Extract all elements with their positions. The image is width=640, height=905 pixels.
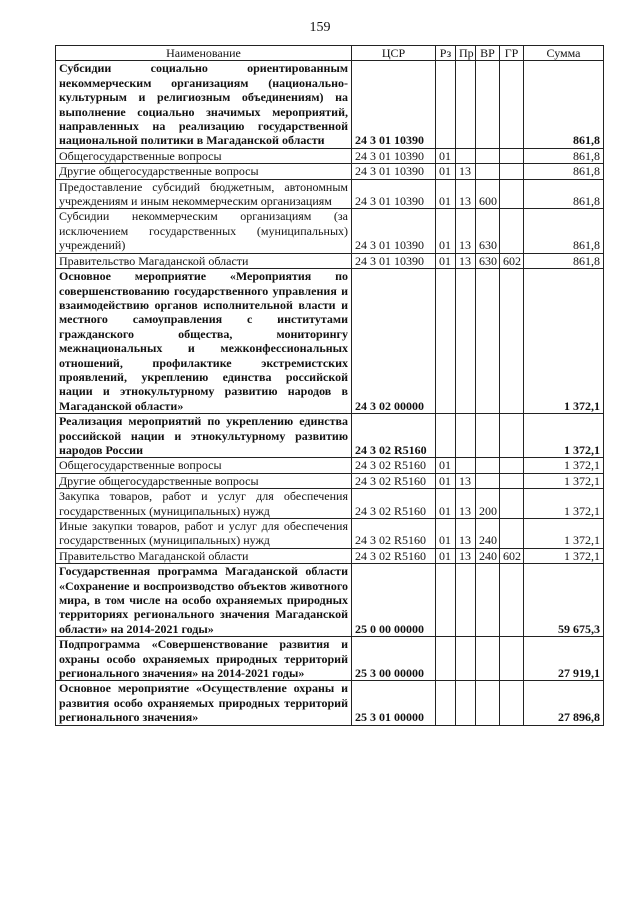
cell-name: Реализация мероприятий по укреплению единства российской нации и этнокультурному развитию народов России [56,414,352,458]
cell-sum: 861,8 [524,61,604,148]
cell-name: Закупка товаров, работ и услуг для обеспечения государственных (муниципальных) нужд [56,489,352,519]
cell-rz: 01 [436,179,456,209]
cell-pr: 13 [456,209,476,253]
table-row [56,681,604,725]
cell-csr: 24 3 02 R5160 [352,519,436,549]
cell-pr: 13 [456,548,476,563]
table-header-row [56,46,604,61]
cell-csr: 24 3 02 00000 [352,269,436,414]
cell-vr: 630 [476,253,500,268]
cell-vr [476,148,500,163]
cell-name: Субсидии социально ориентированным некоммерческим организациям (национально-культурным и религиозным объединениям) на выполнение социально значимых мероприятий, направленных на реализацию государственной национальной политики в Магаданской области [56,61,352,148]
cell-vr: 200 [476,489,500,519]
header-pr: Пр [456,46,476,61]
table-row [56,414,604,458]
cell-pr [456,61,476,148]
cell-vr [476,564,500,637]
cell-gr [500,681,524,725]
table-row [56,637,604,681]
cell-pr [456,269,476,414]
cell-pr: 13 [456,179,476,209]
cell-sum: 861,8 [524,164,604,179]
cell-gr [500,489,524,519]
cell-name: Основное мероприятие «Мероприятия по совершенствованию государственного управления и взаимодействию органов исполнительной власти и местного самоуправления с институтами гражданского общества, мониторингу межнациональных и межконфессиональных отношений, профилактике экстремистских проявлений, укреплению единства российской нации и этнокультурному развитию народов в Магаданской области» [56,269,352,414]
header-csr: ЦСР [352,46,436,61]
cell-sum: 1 372,1 [524,489,604,519]
cell-name: Предоставление субсидий бюджетным, автономным учреждениям и иным некоммерческим организациям [56,179,352,209]
table-row [56,269,604,414]
cell-vr [476,269,500,414]
cell-gr [500,61,524,148]
table-row [56,519,604,549]
cell-sum: 1 372,1 [524,269,604,414]
table-body [56,61,604,725]
cell-pr: 13 [456,473,476,488]
cell-rz [436,269,456,414]
cell-rz: 01 [436,548,456,563]
cell-gr [500,564,524,637]
table-row [56,489,604,519]
cell-rz [436,61,456,148]
header-name: Наименование [56,46,352,61]
cell-sum: 1 372,1 [524,414,604,458]
cell-vr: 240 [476,519,500,549]
cell-vr: 630 [476,209,500,253]
table-row [56,458,604,473]
cell-csr: 24 3 02 R5160 [352,489,436,519]
cell-csr: 24 3 02 R5160 [352,548,436,563]
cell-sum: 27 919,1 [524,637,604,681]
header-rz: Рз [436,46,456,61]
cell-csr: 24 3 02 R5160 [352,473,436,488]
table-row [56,564,604,637]
cell-name: Иные закупки товаров, работ и услуг для обеспечения государственных (муниципальных) нужд [56,519,352,549]
budget-table [55,45,604,726]
table-row [56,179,604,209]
cell-vr [476,164,500,179]
cell-rz: 01 [436,164,456,179]
cell-sum: 1 372,1 [524,458,604,473]
cell-rz: 01 [436,458,456,473]
cell-sum: 861,8 [524,148,604,163]
cell-csr: 25 3 00 00000 [352,637,436,681]
cell-pr: 13 [456,489,476,519]
cell-pr: 13 [456,519,476,549]
cell-csr: 24 3 01 10390 [352,61,436,148]
cell-csr: 24 3 01 10390 [352,209,436,253]
cell-sum: 27 896,8 [524,681,604,725]
cell-gr: 602 [500,548,524,563]
cell-csr: 24 3 01 10390 [352,253,436,268]
cell-gr [500,458,524,473]
cell-csr: 25 3 01 00000 [352,681,436,725]
cell-sum: 861,8 [524,179,604,209]
cell-name: Основное мероприятие «Осуществление охраны и развития особо охраняемых природных территорий регионального значения» [56,681,352,725]
cell-csr: 24 3 01 10390 [352,179,436,209]
cell-rz: 01 [436,209,456,253]
cell-rz: 01 [436,148,456,163]
cell-pr: 13 [456,253,476,268]
cell-pr [456,564,476,637]
cell-name: Общегосударственные вопросы [56,458,352,473]
cell-name: Субсидии некоммерческим организациям (за исключением государственных (муниципальных) учреждений) [56,209,352,253]
cell-sum: 1 372,1 [524,519,604,549]
table-row [56,209,604,253]
cell-vr [476,473,500,488]
cell-rz [436,414,456,458]
cell-gr [500,414,524,458]
cell-sum: 1 372,1 [524,473,604,488]
header-gr: ГР [500,46,524,61]
cell-vr [476,458,500,473]
cell-gr [500,637,524,681]
cell-csr: 24 3 02 R5160 [352,414,436,458]
cell-csr: 25 0 00 00000 [352,564,436,637]
cell-rz [436,564,456,637]
cell-pr [456,414,476,458]
page-number: 159 [309,20,331,35]
cell-rz: 01 [436,489,456,519]
cell-csr: 24 3 01 10390 [352,148,436,163]
table-row [56,548,604,563]
table-row [56,253,604,268]
cell-gr [500,269,524,414]
header-sum: Сумма [524,46,604,61]
cell-csr: 24 3 02 R5160 [352,458,436,473]
cell-gr: 602 [500,253,524,268]
cell-gr [500,164,524,179]
cell-rz [436,637,456,681]
cell-gr [500,209,524,253]
cell-vr [476,637,500,681]
cell-gr [500,473,524,488]
cell-vr [476,681,500,725]
cell-sum: 861,8 [524,253,604,268]
cell-vr [476,61,500,148]
table-row [56,61,604,148]
table-row [56,148,604,163]
cell-pr [456,148,476,163]
cell-rz: 01 [436,519,456,549]
cell-sum: 861,8 [524,209,604,253]
table-row [56,473,604,488]
cell-name: Другие общегосударственные вопросы [56,164,352,179]
cell-pr [456,458,476,473]
cell-name: Другие общегосударственные вопросы [56,473,352,488]
cell-name: Подпрограмма «Совершенствование развития и охраны особо охраняемых природных территорий регионального значения» на 2014-2021 годы» [56,637,352,681]
cell-rz: 01 [436,473,456,488]
cell-rz: 01 [436,253,456,268]
cell-pr [456,637,476,681]
cell-name: Правительство Магаданской области [56,253,352,268]
cell-gr [500,148,524,163]
cell-gr [500,519,524,549]
cell-vr: 240 [476,548,500,563]
cell-name: Государственная программа Магаданской области «Сохранение и воспроизводство объектов животного мира, в том числе на особо охраняемых природных территориях регионального значения Магаданской области» на 2014-2021 годы» [56,564,352,637]
cell-sum: 1 372,1 [524,548,604,563]
header-vr: ВР [476,46,500,61]
cell-vr [476,414,500,458]
cell-name: Общегосударственные вопросы [56,148,352,163]
cell-csr: 24 3 01 10390 [352,164,436,179]
cell-vr: 600 [476,179,500,209]
cell-rz [436,681,456,725]
table-row [56,164,604,179]
cell-pr: 13 [456,164,476,179]
cell-name: Правительство Магаданской области [56,548,352,563]
cell-gr [500,179,524,209]
cell-pr [456,681,476,725]
cell-sum: 59 675,3 [524,564,604,637]
